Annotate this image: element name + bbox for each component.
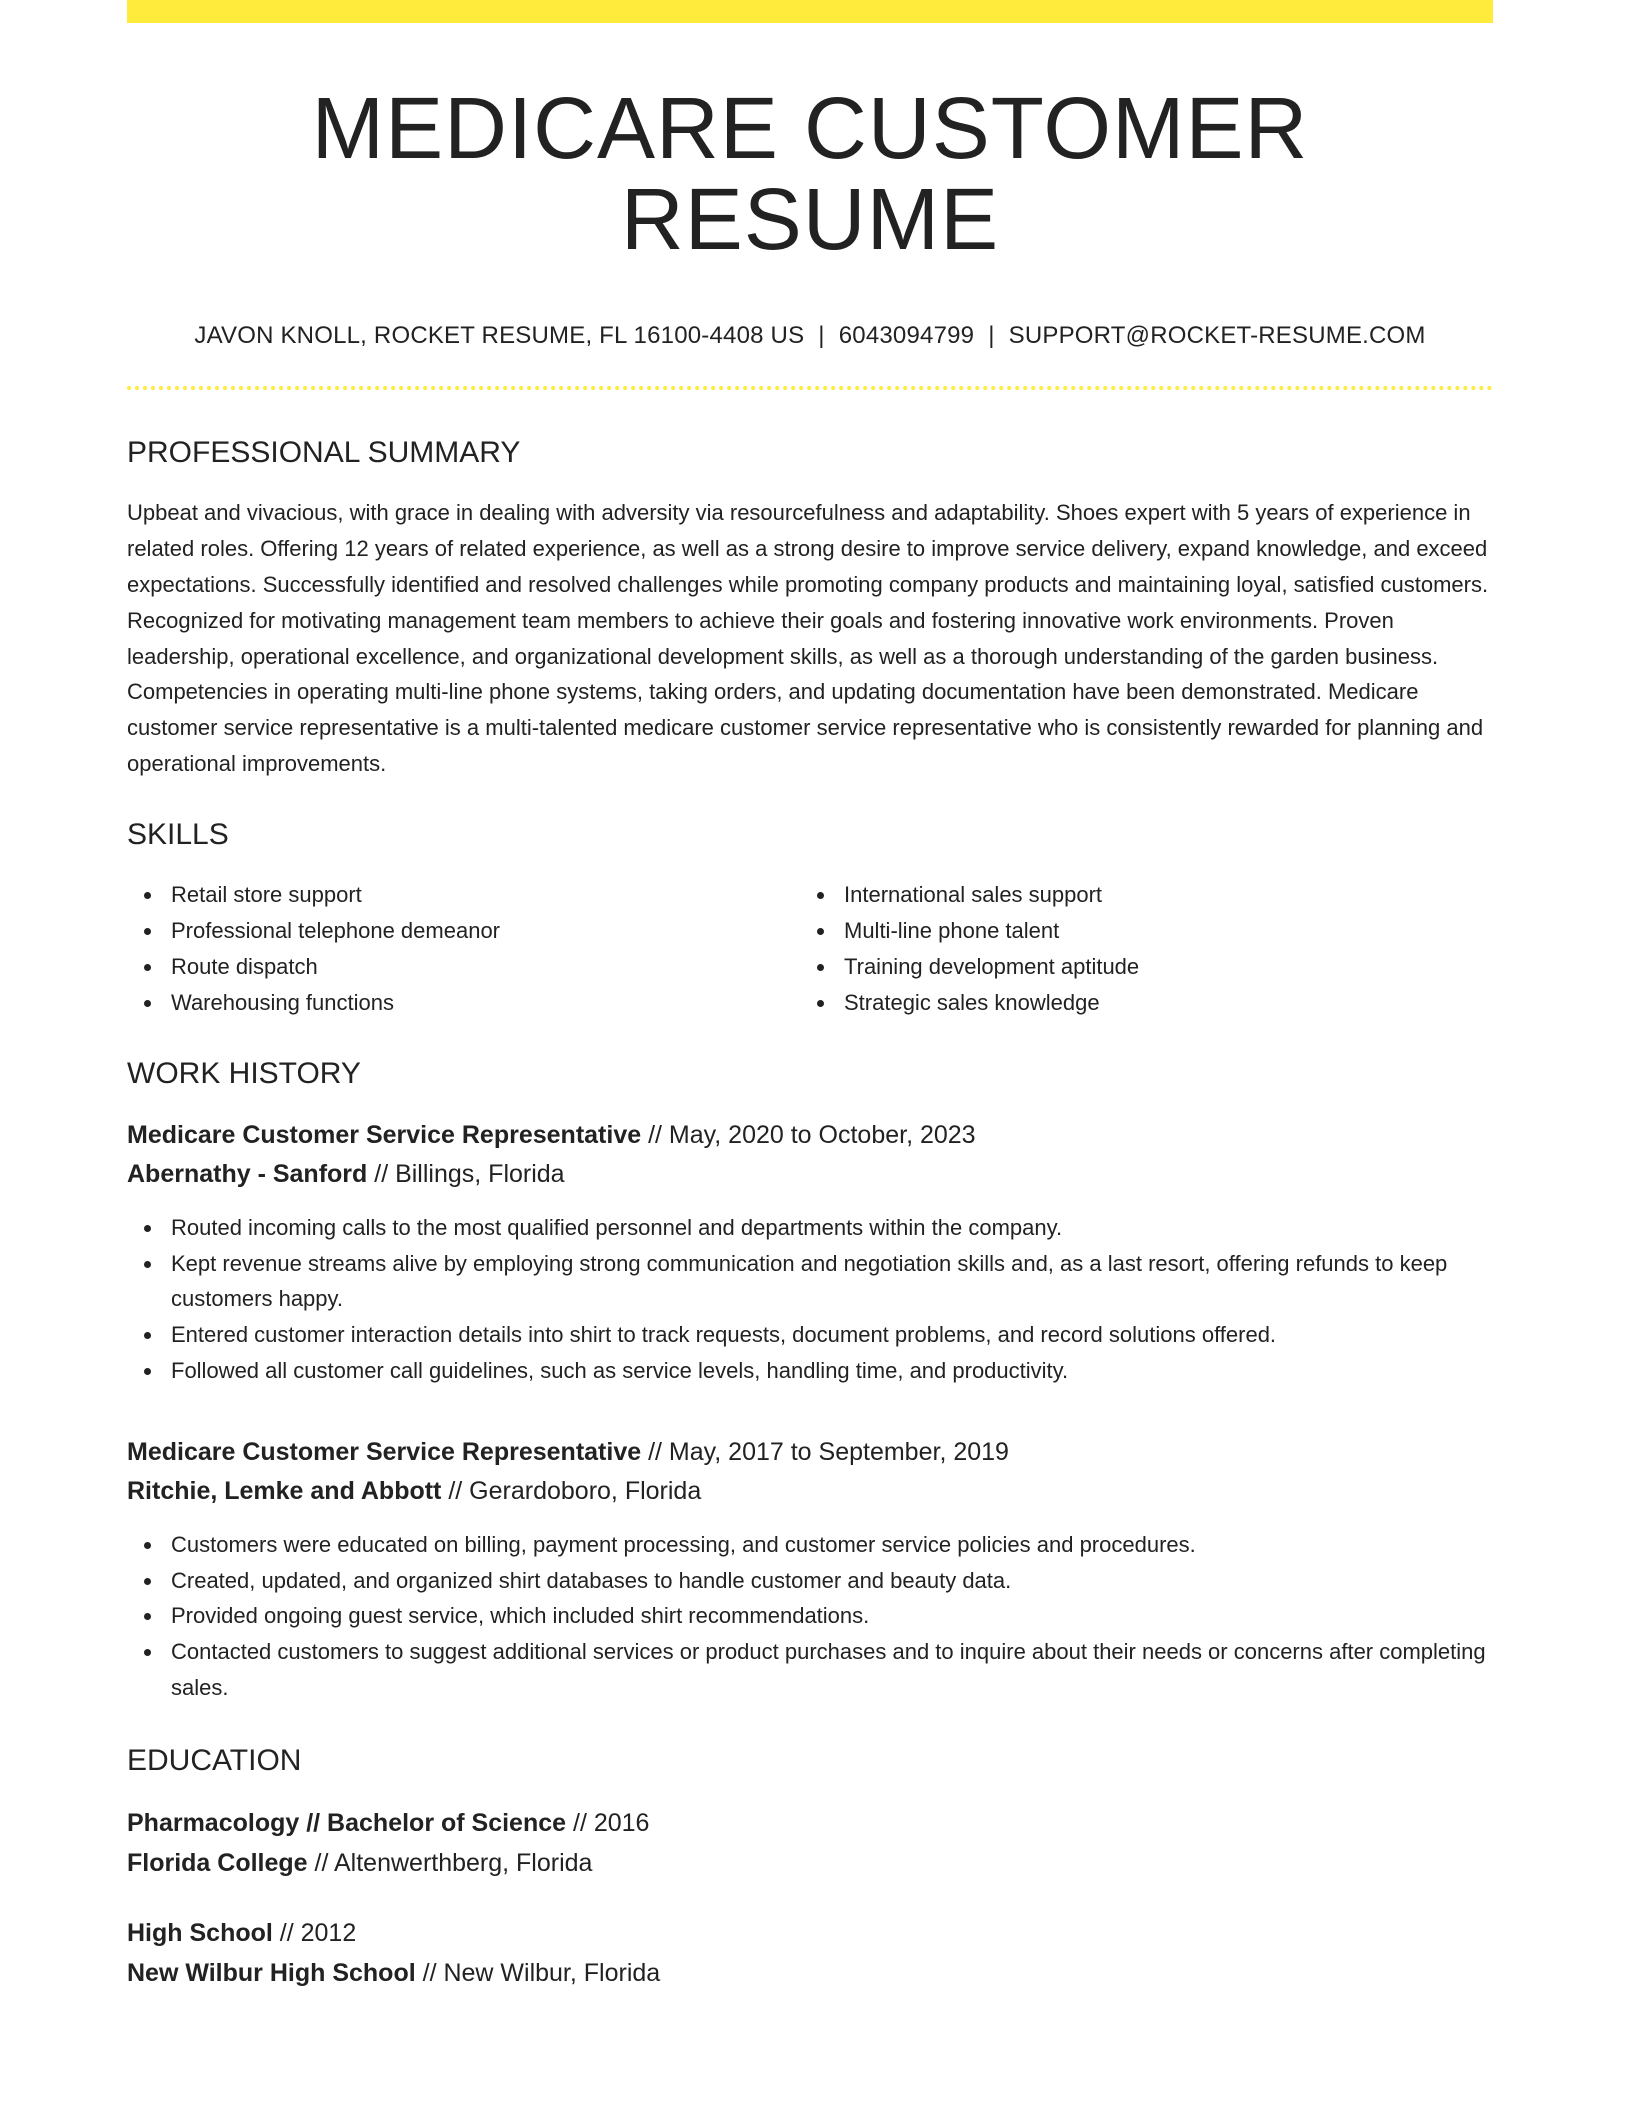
skills-column-right (800, 877, 1473, 1021)
job-role: Medicare Customer Service Representative (127, 1120, 642, 1149)
education-entry (127, 1803, 1493, 1883)
job-company: Ritchie, Lemke and Abbott (127, 1476, 442, 1505)
education-degree-line (127, 1803, 1493, 1843)
contact-separator: | (818, 321, 825, 349)
education-school-line (127, 1843, 1493, 1883)
job-role: Medicare Customer Service Representative (127, 1437, 642, 1466)
job-company-line (127, 1472, 1493, 1511)
skill-item: Multi-line phone talent (800, 913, 1473, 949)
job-duty-item: Kept revenue streams alive by employing strong communication and negotiation skills and, as a last resort, offering refunds to keep customers happy. (127, 1246, 1493, 1318)
skill-item: Training development aptitude (800, 949, 1473, 985)
job-duty-item: Followed all customer call guidelines, such as service levels, handling time, and productivity. (127, 1353, 1493, 1389)
resume-page (127, 0, 1493, 1993)
education-degree-line (127, 1913, 1493, 1953)
contact-email: SUPPORT@ROCKET-RESUME.COM (1008, 321, 1426, 349)
job-duty-item: Customers were educated on billing, payment processing, and customer service policies and procedures. (127, 1527, 1493, 1563)
job-duty-item: Provided ongoing guest service, which included shirt recommendations. (127, 1598, 1493, 1634)
section-title-summary: PROFESSIONAL SUMMARY (127, 436, 521, 470)
education-school: Florida College (127, 1848, 308, 1877)
skill-item: Professional telephone demeanor (127, 913, 800, 949)
job-dates: // May, 2020 to October, 2023 (641, 1120, 976, 1149)
section-title-work-history: WORK HISTORY (127, 1056, 361, 1090)
job-duties-list (127, 1210, 1493, 1389)
education-year: // 2012 (272, 1918, 357, 1947)
job-entry (127, 1116, 1493, 1389)
job-duty-item: Contacted customers to suggest additional services or product purchases and to inquire about their needs or concerns after completing sales. (127, 1634, 1493, 1706)
job-role-line (127, 1433, 1493, 1472)
job-location: // Gerardoboro, Florida (441, 1476, 702, 1505)
section-title-skills: SKILLS (127, 817, 229, 851)
skill-item: Warehousing functions (127, 985, 800, 1021)
contact-line (127, 322, 1493, 351)
job-entry (127, 1433, 1493, 1706)
job-duties-list (127, 1527, 1493, 1706)
job-role-line (127, 1116, 1493, 1155)
dotted-divider (127, 386, 1493, 390)
resume-title: MEDICARE CUSTOMER RESUME (311, 80, 1309, 269)
skills-column-left (127, 877, 800, 1021)
education-year: // 2016 (566, 1808, 650, 1837)
skill-item: Route dispatch (127, 949, 800, 985)
job-company-line (127, 1155, 1493, 1194)
summary-text: Upbeat and vivacious, with grace in dealing with adversity via resourcefulness and adaptability. Shoes expert with 5 years of experience in related roles. Offering 12 years of related experience, as well as a strong desire to improve service delivery, expand knowledge, and exceed expectations. Successfully identified and resolved challenges while promoting company products and maintaining loyal, satisfied customers. Recognized for motivating management team members to achieve their goals and fostering innovative work environments. Proven leadership, operational excellence, and organizational development skills, as well as a thorough understanding of the garden business. Competencies in operating multi-line phone systems, taking orders, and updating documentation have been demonstrated. Medicare customer service representative is a multi-talented medicare customer service representative who is consistently rewarded for planning and operational improvements. (127, 500, 1489, 777)
contact-separator: | (988, 321, 995, 349)
job-duty-item: Entered customer interaction details into shirt to track requests, document problems, and record solutions offered. (127, 1317, 1493, 1353)
education-location: // Altenwerthberg, Florida (307, 1848, 593, 1877)
education-location: // New Wilbur, Florida (415, 1958, 661, 1987)
education-degree: High School (127, 1918, 273, 1947)
job-duty-item: Created, updated, and organized shirt databases to handle customer and beauty data. (127, 1563, 1493, 1599)
job-location: // Billings, Florida (367, 1159, 565, 1188)
section-title-education: EDUCATION (127, 1743, 302, 1777)
skill-item: International sales support (800, 877, 1473, 913)
top-accent-bar (127, 0, 1493, 23)
job-dates: // May, 2017 to September, 2019 (641, 1437, 1009, 1466)
skill-item: Retail store support (127, 877, 800, 913)
job-company: Abernathy - Sanford (127, 1159, 368, 1188)
education-school-line (127, 1953, 1493, 1993)
contact-address: JAVON KNOLL, ROCKET RESUME, FL 16100-4408 US (194, 321, 805, 349)
job-duty-item: Routed incoming calls to the most qualified personnel and departments within the company. (127, 1210, 1493, 1246)
education-school: New Wilbur High School (127, 1958, 416, 1987)
education-entry (127, 1913, 1493, 1993)
skill-item: Strategic sales knowledge (800, 985, 1473, 1021)
education-degree: Pharmacology // Bachelor of Science (127, 1808, 567, 1837)
contact-phone: 6043094799 (838, 321, 975, 349)
skills-list (127, 877, 1493, 1021)
